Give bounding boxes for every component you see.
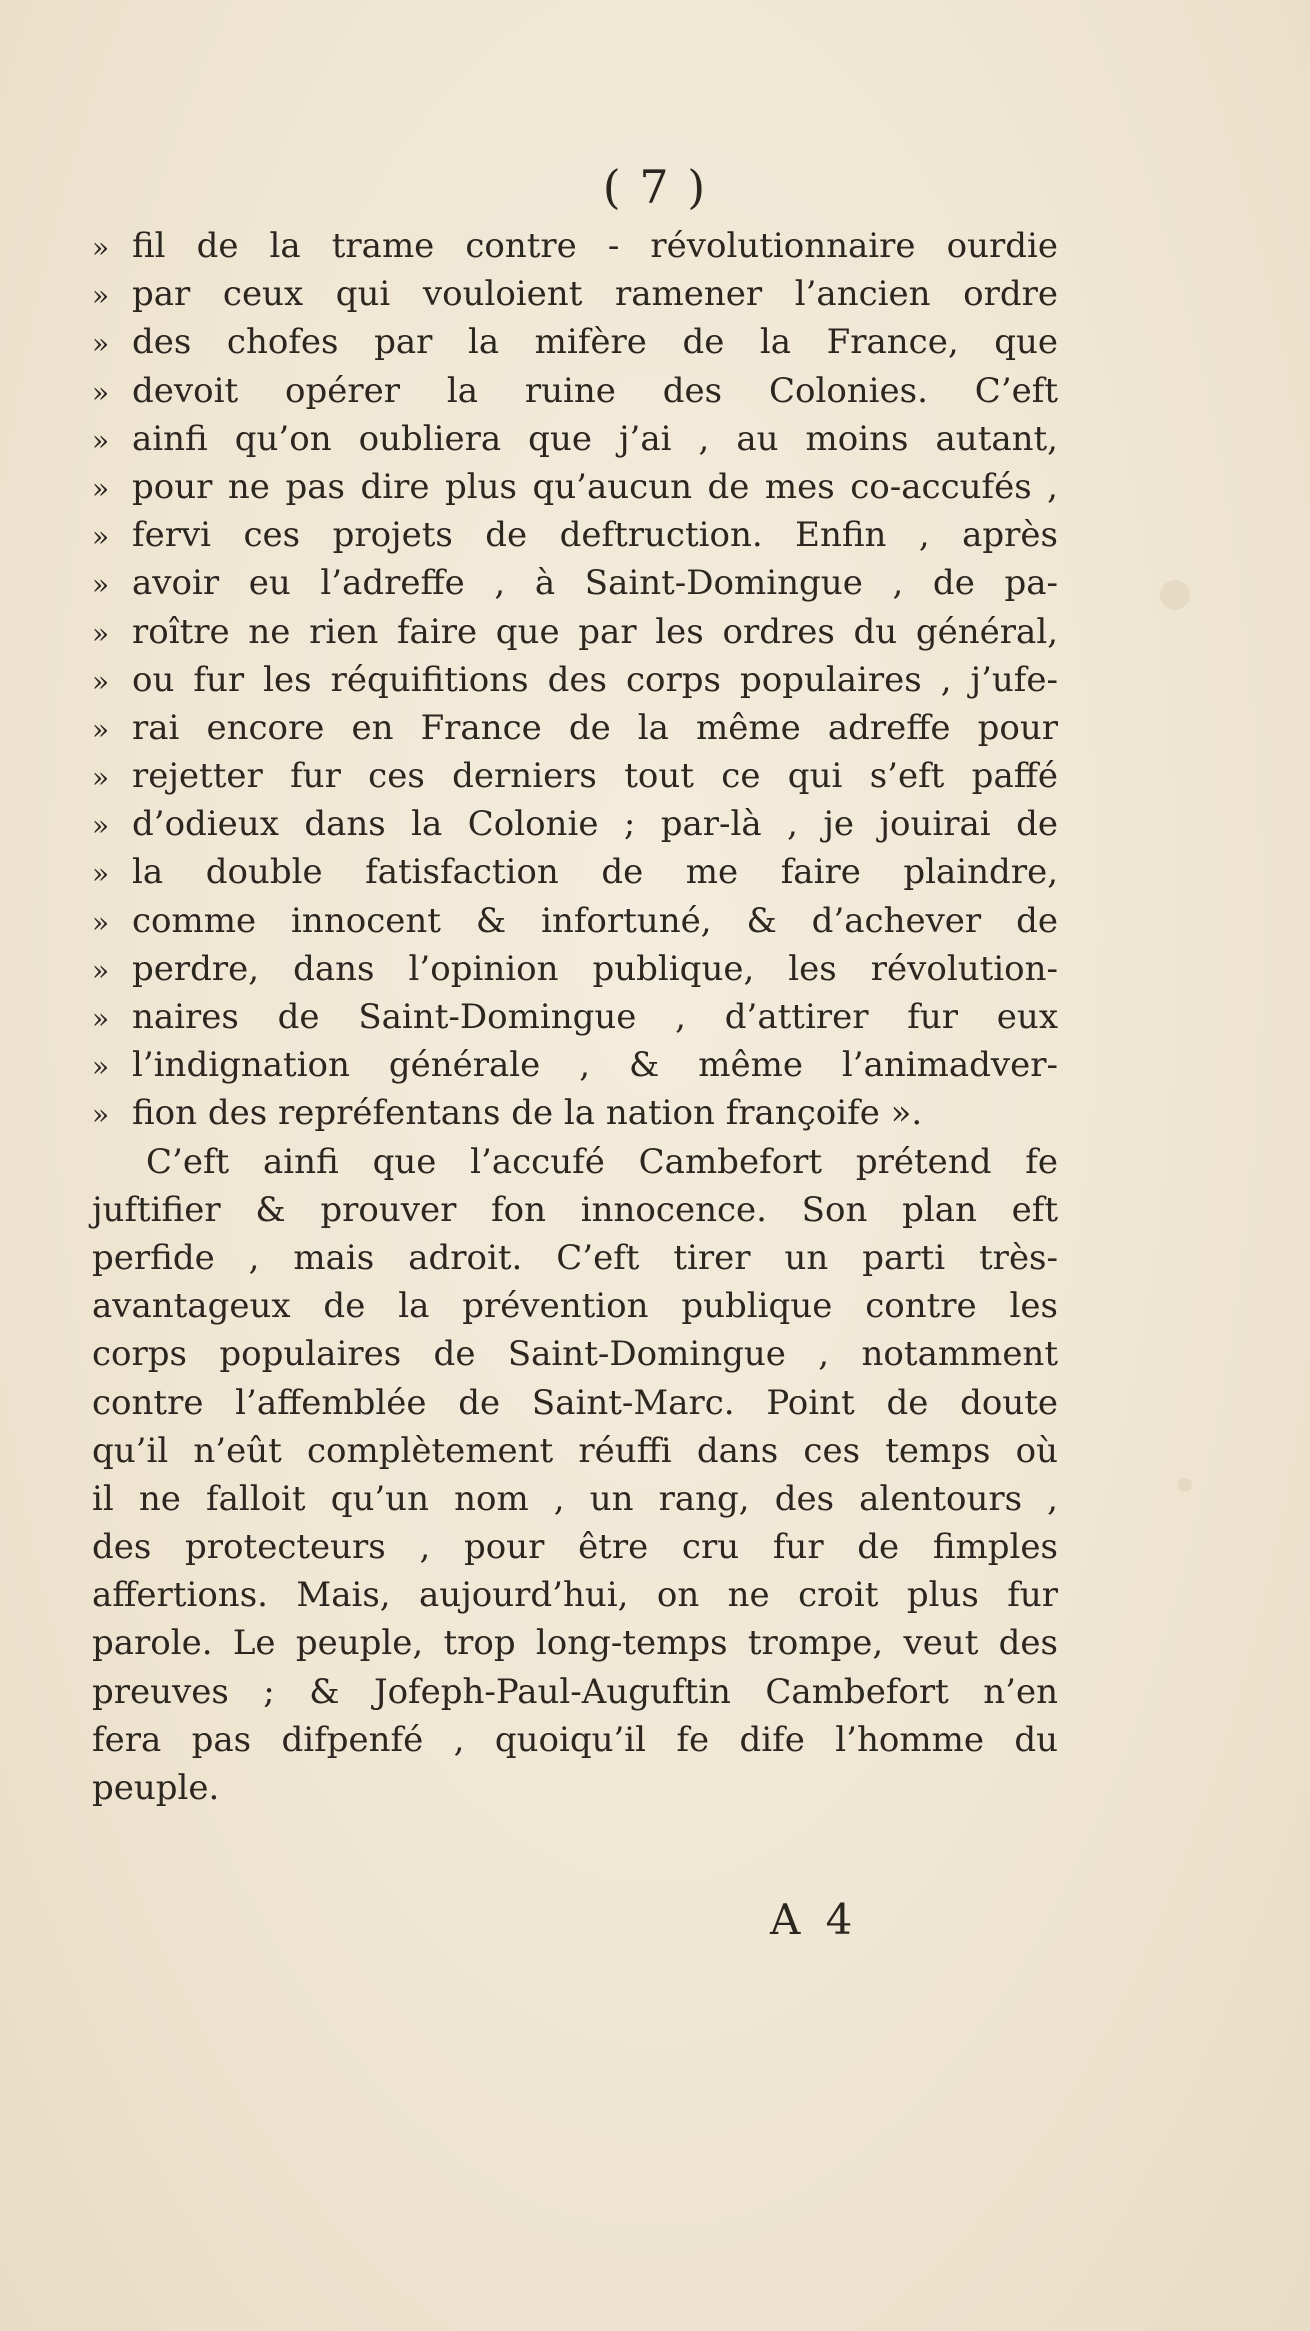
quote-mark: » <box>92 953 110 987</box>
quote-mark: » <box>92 857 110 891</box>
quote-mark: » <box>92 664 110 698</box>
quoted-line <box>92 945 1058 993</box>
quote-mark: » <box>92 520 110 554</box>
quoted-line <box>92 608 1058 656</box>
quoted-line <box>92 897 1058 945</box>
paragraph-line: des protecteurs , pour être cru fur de fimples <box>92 1527 1058 1568</box>
paragraph-line: fera pas difpenfé , quoiqu’il fe dife l’homme du <box>92 1719 1058 1760</box>
quoted-line <box>92 222 1058 270</box>
paragraph-line: corps populaires de Saint-Domingue , notamment <box>92 1334 1058 1375</box>
ink-spot <box>1178 1478 1192 1492</box>
quoted-line <box>92 993 1058 1041</box>
quoted-line <box>92 463 1058 511</box>
quoted-line <box>92 415 1058 463</box>
paragraph-line: preuves ; & Jofeph-Paul-Auguftin Cambefort n’en <box>92 1671 1058 1712</box>
paragraph-line: C’eft ainfi que l’accufé Cambefort prétend fe <box>146 1141 1058 1182</box>
quote-mark: » <box>92 327 110 361</box>
quoted-line-text: ou fur les réquifitions des corps populaires , j’ufe- <box>132 659 1058 700</box>
quoted-line-text: perdre, dans l’opinion publique, les révolution- <box>132 948 1058 989</box>
quote-mark: » <box>92 568 110 602</box>
quoted-line <box>92 511 1058 559</box>
quote-mark: » <box>92 905 110 939</box>
quoted-line-text: roître ne rien faire que par les ordres du général, <box>132 611 1058 652</box>
quoted-line-text: des chofes par la mifère de la France, que <box>132 322 1058 363</box>
quote-mark: » <box>92 231 110 264</box>
paragraph-line: peuple. <box>92 1768 220 1808</box>
quote-mark: » <box>92 616 110 650</box>
quote-mark: » <box>92 761 110 795</box>
quoted-line-text: ainfi qu’on oubliera que j’ai , au moins autant, <box>132 418 1058 459</box>
paragraph-line: il ne falloit qu’un nom , un rang, des alentours , <box>92 1478 1058 1519</box>
ink-spot <box>1160 580 1190 610</box>
quoted-line <box>92 752 1058 800</box>
quoted-line-text: l’indignation générale , & même l’animadver- <box>132 1045 1058 1086</box>
quoted-line <box>92 1041 1058 1089</box>
quote-mark: » <box>92 279 110 313</box>
paragraph-line: contre l’affemblée de Saint-Marc. Point de doute <box>92 1382 1058 1423</box>
paragraph-line: perfide , mais adroit. C’eft tirer un parti très- <box>92 1237 1058 1278</box>
quote-mark: » <box>92 1050 110 1084</box>
quote-mark: » <box>92 712 110 746</box>
quoted-line-text: d’odieux dans la Colonie ; par-là , je jouirai de <box>132 804 1058 845</box>
quoted-line-text: naires de Saint-Domingue , d’attirer fur eux <box>132 997 1058 1037</box>
body-text <box>92 222 1058 1812</box>
paragraph-line: juftifier & prouver fon innocence. Son plan eft <box>92 1189 1058 1230</box>
quoted-line-text: fil de la trame contre - révolutionnaire ourdie <box>132 226 1058 266</box>
quote-mark: » <box>92 1002 110 1035</box>
signature-mark: A 4 <box>770 1895 859 1944</box>
quoted-line-text: comme innocent & infortuné, & d’achever de <box>132 900 1058 941</box>
quoted-line <box>92 704 1058 752</box>
quote-mark: » <box>92 809 110 843</box>
quoted-line-text: pour ne pas dire plus qu’aucun de mes co-accufés , <box>132 466 1058 507</box>
quoted-passage <box>92 222 1058 1138</box>
quoted-line <box>92 800 1058 848</box>
quoted-line-text: devoit opérer la ruine des Colonies. C’eft <box>132 370 1058 411</box>
quote-mark: » <box>92 471 110 505</box>
quoted-line <box>92 318 1058 366</box>
quoted-line-text: fervi ces projets de deftruction. Enfin , après <box>132 515 1058 556</box>
quoted-line <box>92 656 1058 704</box>
quoted-line <box>92 848 1058 896</box>
paragraph-line: parole. Le peuple, trop long-temps trompe, veut des <box>92 1623 1058 1664</box>
quoted-line <box>92 367 1058 415</box>
paragraph-line: affertions. Mais, aujourd’hui, on ne croit plus fur <box>92 1575 1058 1616</box>
quoted-line-text: fion des repréfentans de la nation françoife ». <box>132 1093 923 1134</box>
quoted-line <box>92 270 1058 318</box>
paragraph-line: avantageux de la prévention publique contre les <box>92 1286 1058 1327</box>
quoted-line-text: avoir eu l’adreffe , à Saint-Domingue , de pa- <box>132 563 1058 604</box>
quote-mark: » <box>92 1098 110 1132</box>
quoted-line-text: rejetter fur ces derniers tout ce qui s’eft paffé <box>132 756 1058 797</box>
quoted-line <box>92 559 1058 607</box>
paragraph-line: qu’il n’eût complètement réuffi dans ces temps où <box>92 1430 1058 1471</box>
quoted-line-text: la double fatisfaction de me faire plaindre, <box>132 852 1058 893</box>
quoted-line-text: rai encore en France de la même adreffe pour <box>132 707 1058 748</box>
quoted-line <box>92 1089 1058 1137</box>
quote-mark: » <box>92 423 110 457</box>
quoted-line-text: par ceux qui vouloient ramener l’ancien ordre <box>132 274 1058 315</box>
page-number: ( 7 ) <box>602 160 708 214</box>
commentary-paragraph <box>92 1138 1058 1813</box>
quote-mark: » <box>92 375 110 409</box>
